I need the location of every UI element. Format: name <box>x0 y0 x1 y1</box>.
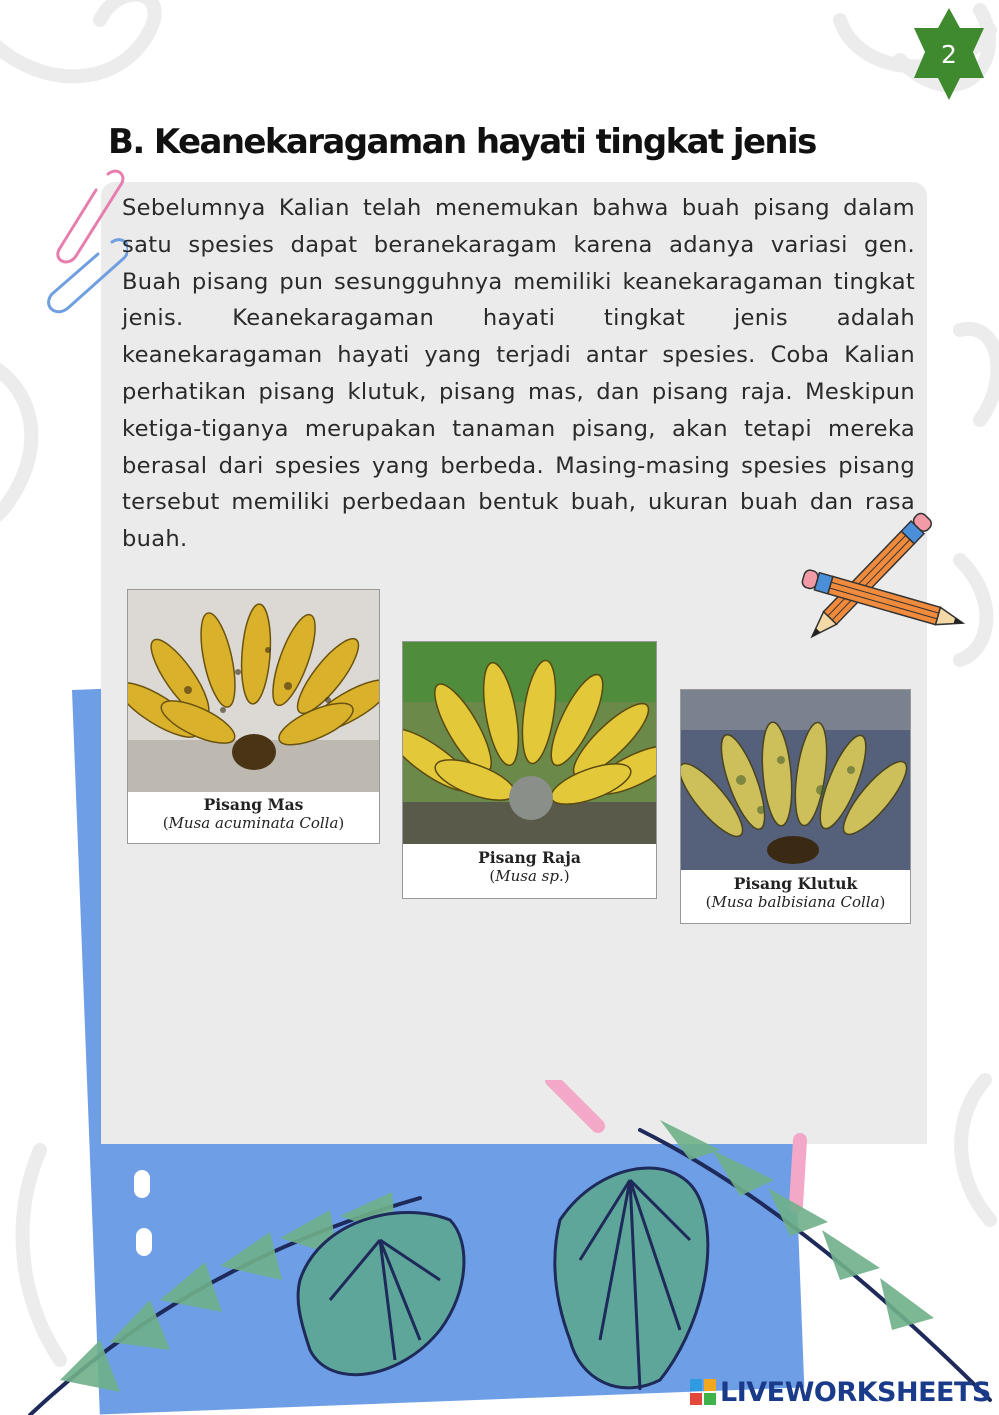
liveworksheets-logo-icon <box>690 1379 716 1405</box>
banana-photo-pisang-raja <box>403 642 656 844</box>
figure-pisang-raja <box>402 641 657 899</box>
banana-photo-pisang-mas <box>128 590 379 792</box>
page-number-badge <box>912 8 986 100</box>
liveworksheets-watermark <box>690 1374 991 1410</box>
banana-bunch-icon <box>403 642 656 844</box>
paper-clips-icon <box>38 160 128 320</box>
figure-pisang-mas <box>127 589 380 844</box>
body-paragraph: Sebelumnya Kalian telah menemukan bahwa buah pisang dalam satu spesies dapat beranekaragam karena adanya variasi gen. Buah pisang pun sesungguhnya memiliki keanekaragaman tingkat jenis. Keanekaragaman hayati tingkat jenis adalah keanekaragaman hayati yang terjadi antar spesies. Coba Kalian perhatikan pisang klutuk, pisang mas, dan pisang raja. Meskipun ketiga-tiganya merupakan tanaman pisang, akan tetapi mereka berasal dari spesies yang berbeda. Masing-masing spesies pisang tersebut memiliki perbedaan bentuk buah, ukuran buah dan rasa buah. <box>122 195 915 553</box>
figure-pisang-klutuk <box>680 689 911 924</box>
caption-pisang-raja <box>403 848 656 885</box>
caption-scientific: (Musa sp.) <box>489 867 570 885</box>
caption-name: Pisang Klutuk <box>733 874 858 893</box>
section-title: B. Keanekaragaman hayati tingkat jenis <box>108 122 816 162</box>
watermark-text: LIVEWORKSHEETS <box>720 1376 991 1408</box>
caption-scientific: (Musa acuminata Colla) <box>162 814 345 832</box>
caption-pisang-mas <box>128 795 379 832</box>
banana-bunch-icon <box>681 690 910 870</box>
page-number: 2 <box>941 39 957 69</box>
banana-bunch-icon <box>128 590 379 792</box>
caption-name: Pisang Raja <box>478 848 581 867</box>
pencils-icon <box>770 488 970 688</box>
tropical-leaves-decoration <box>0 1080 999 1415</box>
caption-name: Pisang Mas <box>203 795 304 814</box>
caption-pisang-klutuk <box>681 874 910 911</box>
banana-photo-pisang-klutuk <box>681 690 910 870</box>
caption-scientific: (Musa balbisiana Colla) <box>705 893 886 911</box>
